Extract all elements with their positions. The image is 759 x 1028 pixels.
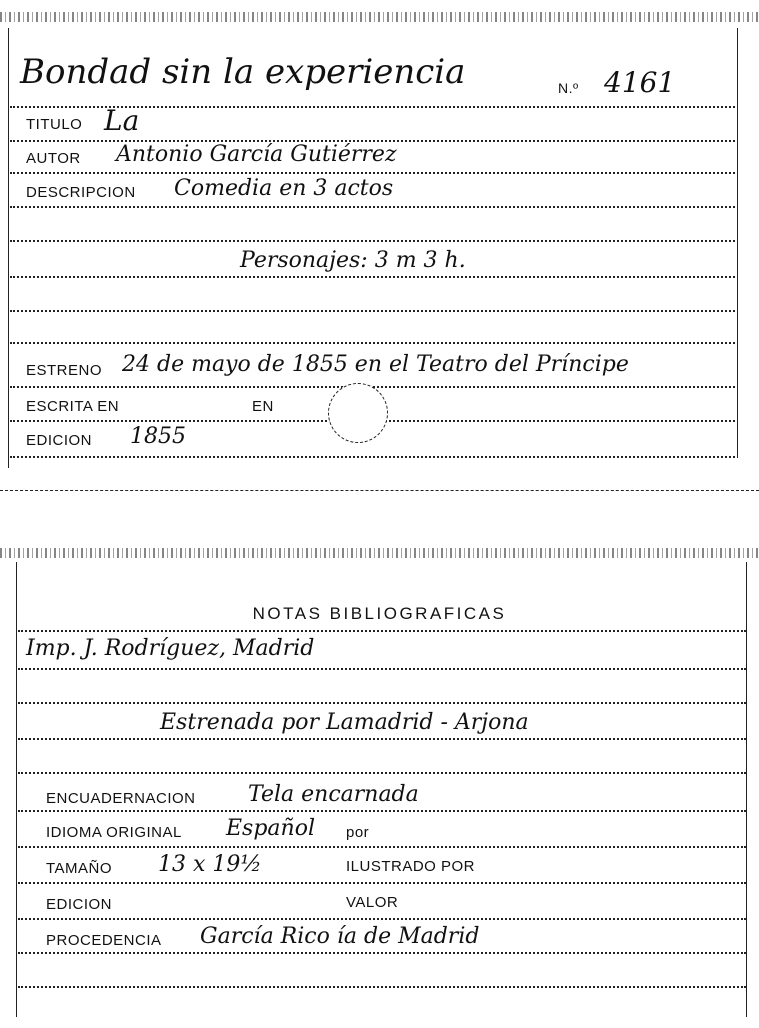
punch-hole [328,383,388,443]
card-border-left [8,28,9,468]
catalog-card-bottom [0,540,759,1020]
descripcion-label: DESCRIPCION [26,184,136,201]
card-border-left [16,562,17,1017]
autor-label: AUTOR [26,150,81,167]
procedencia-label: PROCEDENCIA [46,932,162,949]
rule [18,702,746,704]
por-label: por [346,824,370,841]
note-line-2: Estrenada por Lamadrid - Arjona [160,710,529,735]
ilustrado-por-label: ILUSTRADO POR [346,858,476,875]
en-label: EN [252,398,274,415]
card-bottom-edge [0,490,759,491]
estreno-value: 24 de mayo de 1855 en el Teatro del Príncipe [122,352,629,377]
rule [18,772,746,774]
rule [10,276,735,278]
rule [10,240,735,242]
work-title-handwritten: Bondad sin la experiencia [20,52,466,92]
rule [18,882,746,884]
estreno-label: ESTRENO [26,362,103,379]
rule [10,342,735,344]
encuadernacion-label: ENCUADERNACION [46,790,196,807]
card-border-right [746,562,747,1017]
rule [18,668,746,670]
rule [18,986,746,988]
rule [18,738,746,740]
idioma-original-value: Español [226,816,315,841]
edicion-label: EDICION [46,896,113,913]
number-value: 4161 [604,66,676,99]
rule [18,810,746,812]
catalog-card-top [0,0,759,500]
notes-heading: NOTAS BIBLIOGRAFICAS [252,604,507,623]
idioma-original-label: IDIOMA ORIGINAL [46,824,182,841]
card-edge [0,12,759,22]
rule [10,456,735,458]
tamano-value: 13 x 19½ [158,852,262,877]
rule [10,310,735,312]
rule [18,918,746,920]
descripcion-value: Comedia en 3 actos [174,176,394,201]
rule [10,172,735,174]
rule [18,846,746,848]
encuadernacion-value: Tela encarnada [248,782,419,807]
titulo-value: La [104,104,140,137]
personajes-value: Personajes: 3 m 3 h. [240,248,466,273]
rule [18,630,746,632]
edicion-value: 1855 [130,424,186,449]
card-border-right [737,28,738,458]
rule [10,206,735,208]
valor-label: VALOR [346,894,399,911]
card-edge [0,548,759,558]
number-label: N.º [558,80,579,96]
procedencia-value: García Rico ía de Madrid [200,924,480,949]
escrita-en-label: ESCRITA EN [26,398,120,415]
rule [18,952,746,954]
note-line-1: Imp. J. Rodríguez, Madrid [26,636,315,661]
autor-value: Antonio García Gutiérrez [116,142,397,167]
edicion-label: EDICION [26,432,93,449]
tamano-label: TAMAÑO [46,860,113,877]
titulo-label: TITULO [26,116,83,133]
